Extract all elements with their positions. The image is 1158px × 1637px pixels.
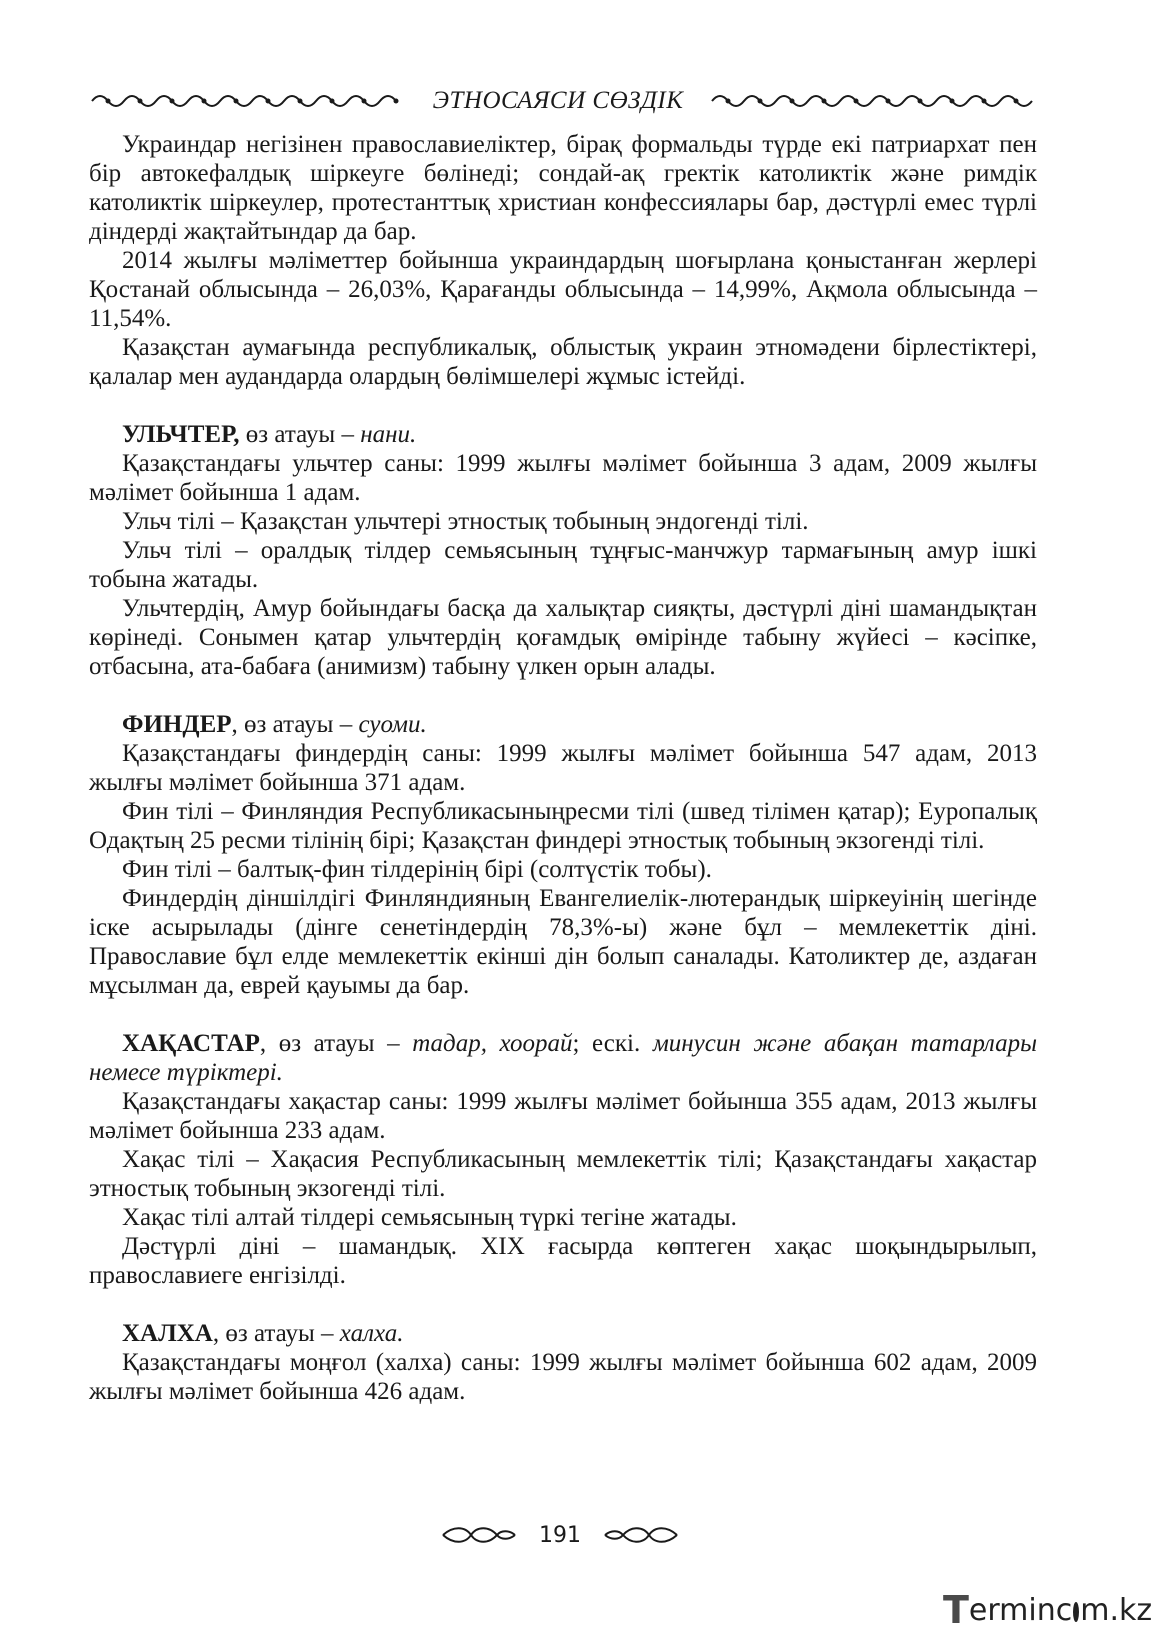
paragraph: Украиндар негізінен православиеліктер, бірақ формальды түрде екі патриархат пен бір автокефалдық шіркеуге бөлінеді; сондай-ақ гректік католиктік және римдік католиктік шіркеулер, протестанттық христиан конфессиялары бар, дәстүрлі емес түрлі діндерді жақтайтындар да бар.: [89, 131, 1037, 245]
watermark-text-middle: erminc: [968, 1592, 1073, 1628]
entry-term: УЛЬЧТЕР,: [122, 421, 240, 448]
entry-self-name: халха.: [339, 1320, 404, 1347]
site-watermark-logo: [943, 1588, 1153, 1632]
paragraph: Қазақстандағы финдердің саны: 1999 жылғы мәлімет бойынша 547 адам, 2013 жылғы мәлімет бойынша 371 адам.: [89, 740, 1037, 796]
entry-heading-khalkha: [89, 1319, 1037, 1348]
swirl-ornament-right-icon: [603, 1524, 679, 1546]
paragraph: Фин тілі – Финляндия Республикасыныңресми тілі (швед тілімен қатар); Еуропалық Одақтың 25 ресми тілінің бірі; Қазақстан финдері этностық тобының экзогенді тілі.: [89, 798, 1037, 854]
entry-lead: өз атауы –: [239, 421, 361, 448]
entry-self-name: нани.: [360, 421, 417, 448]
swirl-ornament-left-icon: [441, 1524, 517, 1546]
watermark-text-end: m.kz: [1080, 1592, 1153, 1628]
entry-self-name: суоми.: [358, 711, 427, 738]
entry-heading-finns: [89, 710, 1037, 739]
header-ornament-left: [88, 90, 408, 112]
entry-lead: , өз атауы –: [212, 1320, 340, 1347]
paragraph: Фин тілі – балтық-фин тілдерінің бірі (солтүстік тобы).: [122, 856, 712, 883]
paragraph: Финдердің діншілдігі Финляндияның Евангелиелік-лютерандық шіркеуінің шегінде іске асырылады (дінге сенетіндердің 78,3%-ы) және бұл – мемлекеттік діні. Православие бұл елде мемлекеттік екінші дін болып саналады. Католиктер де, аздаған мұсылман да, еврей қауымы да бар.: [89, 885, 1037, 999]
entry-heading-khakas: [89, 1029, 1037, 1087]
page-number: 191: [539, 1522, 581, 1548]
page-footer: [420, 1520, 700, 1550]
entry-term: ХАҚАСТАР: [122, 1030, 260, 1057]
running-header: [88, 86, 1038, 116]
paragraph: Хақас тілі алтай тілдері семьясының түркі тегіне жатады.: [122, 1204, 737, 1231]
watermark-circle-icon: [1073, 1602, 1079, 1622]
entry-lead: , өз атауы –: [259, 1030, 413, 1057]
watermark-initial: T: [943, 1588, 969, 1632]
paragraph: Ульч тілі – оралдық тілдер семьясының тұңғыс-манчжур тармағының амур ішкі тобына жатады.: [89, 537, 1037, 593]
paragraph: Ульч тілі – Қазақстан ульчтері этностық тобының эндогенді тілі.: [122, 508, 809, 535]
entry-heading-ulchi: [89, 420, 1037, 449]
paragraph: Қазақстандағы хақастар саны: 1999 жылғы мәлімет бойынша 355 адам, 2013 жылғы мәлімет бойынша 233 адам.: [89, 1088, 1037, 1144]
entry-term: ХАЛХА: [122, 1320, 213, 1347]
paragraph: Қазақстандағы ульчтер саны: 1999 жылғы мәлімет бойынша 3 адам, 2009 жылғы мәлімет бойынша 1 адам.: [89, 450, 1037, 506]
paragraph: Хақас тілі – Хақасия Республикасының мемлекеттік тілі; Қазақстандағы хақастар этностық тобының экзогенді тілі.: [89, 1146, 1037, 1202]
entry-old-name: минусин және абақан татарлары немесе түріктері.: [89, 1030, 1037, 1086]
paragraph: Ульчтердің, Амур бойындағы басқа да халықтар сияқты, дәстүрлі діні шамандықтан көрінеді. Сонымен қатар ульчтердің қоғамдық өмірінде табыну жүйесі – кәсіпке, отбасына, ата-бабаға (анимизм) табыну үлкен орын алады.: [89, 595, 1037, 680]
paragraph: 2014 жылғы мәліметтер бойынша украиндардың шоғырлана қоныстанған жерлері Қостанай облысында – 26,03%, Қарағанды облысында – 14,99%, Ақмола облысында – 11,54%.: [89, 247, 1037, 332]
paragraph: Қазақстандағы моңғол (халха) саны: 1999 жылғы мәлімет бойынша 602 адам, 2009 жылғы мәлімет бойынша 426 адам.: [89, 1349, 1037, 1405]
entry-lead: , өз атауы –: [231, 711, 359, 738]
entry-self-name: тадар, хоорай: [412, 1030, 573, 1057]
header-ornament-right: [708, 90, 1038, 112]
running-header-title: ЭТНОСАЯСИ СӨЗДІК: [432, 87, 684, 114]
article-body: [89, 130, 1037, 1406]
entry-mid: ; ескі.: [572, 1030, 653, 1057]
paragraph: Дәстүрлі діні – шамандық. XIX ғасырда көптеген хақас шоқындырылып, православиеге енгізілді.: [89, 1233, 1037, 1289]
paragraph: Қазақстан аумағында республикалық, облыстық украин этномәдени бірлестіктері, қалалар мен аудандарда олардың бөлімшелері жұмыс істейді.: [89, 334, 1037, 390]
entry-term: ФИНДЕР: [122, 711, 232, 738]
